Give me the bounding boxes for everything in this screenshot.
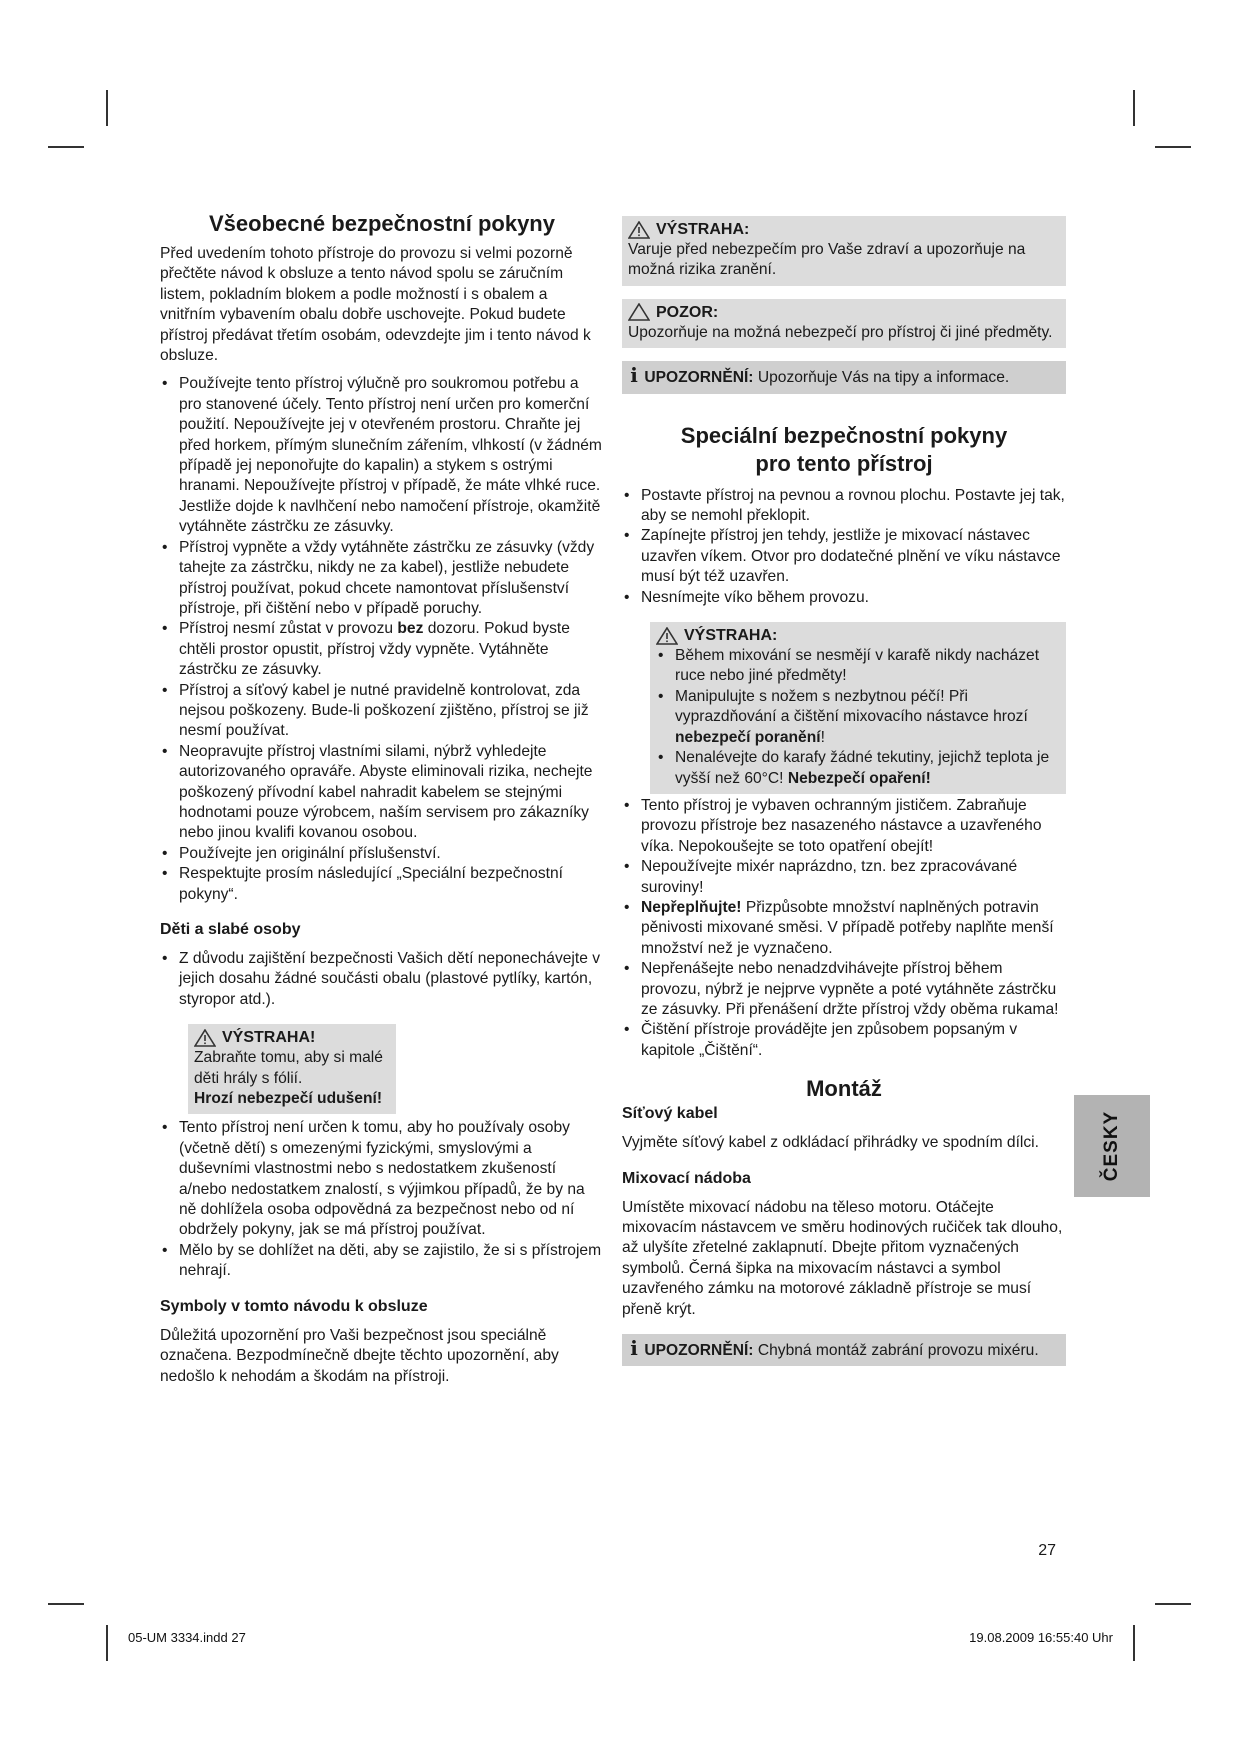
list-item: • Z důvodu zajištění bezpečnosti Vašich dětí neponechávejte v jejich dosahu žádné součásti obalu (plastové pytlíky, kartón, styropor atd.). — [160, 949, 604, 1010]
language-side-tab — [1074, 1095, 1150, 1197]
warning-title: VÝSTRAHA! — [222, 1029, 316, 1047]
warning-emphasis: Hrozí nebezpečí udušení! — [194, 1090, 383, 1108]
special-safety-list-2 — [622, 796, 1066, 1061]
vystraha-title: VÝSTRAHA: — [656, 221, 750, 238]
list-item: • Nenalévejte do karafy žádné tekutiny, jejichž teplota je vyšší než 60°C! Nebezpečí opaření! — [656, 748, 1060, 789]
warning-text: Zabraňte tomu, aby si malé děti hrály s fólií. — [194, 1049, 383, 1087]
warning-triangle-icon — [628, 221, 650, 239]
general-safety-title: Všeobecné bezpečnostní pokyny — [209, 211, 555, 236]
caution-triangle-icon — [628, 303, 650, 321]
pozor-text: Upozorňuje na možná nebezpečí pro přístroj či jiné předměty. — [628, 323, 1053, 341]
symbols-paragraph: Důležitá upozornění pro Vaši bezpečnost jsou speciálně označena. Bezpodmínečně dbejte těchto upozornění, aby nedošlo k nehodám a škodám na přístroji. — [160, 1326, 559, 1385]
list-item: • Mělo by se dohlížet na děti, aby se zajistilo, že si s přístrojem nehrají. — [160, 1241, 604, 1282]
list-item: • Postavte přístroj na pevnou a rovnou plochu. Postavte jej tak, aby se nemohl překlopit. — [622, 486, 1066, 527]
general-safety-list — [160, 374, 604, 905]
list-item: • Používejte tento přístroj výlučně pro soukromou potřebu a pro stanovené účely. Tento přístroj není určen pro komerční použití. Nepoužívejte jej v otevřeném prostoru. Chraňte jej před horkem, přímým slunečním zářením, vlhkostí (v žádném případě jej neponořujte do kapalin) a stykem s ostrými hranami. Nepoužívejte přístroj v případě, že máte vlhké ruce. Jestliže dojde k navlhčení nebo namočení přístroje, okamžitě vytáhněte zástrčku ze zásuvky. — [160, 374, 604, 537]
crop-mark — [48, 146, 84, 148]
right-column — [622, 210, 1066, 1366]
intro-paragraph: Před uvedením tohoto přístroje do provozu si velmi pozorně přečtěte návod k obsluze a tento návod spolu se záručním listem, pokladním blokem a podle možností i s obalem a vnitřním vybavením obalu dobře uschovejte. Pokud budete přístroj předávat třetím osobám, odevzdejte jim i tento návod k obsluze. — [160, 245, 591, 365]
crop-mark — [1133, 90, 1135, 126]
list-item: • Čištění přístroje provádějte jen způsobem popsaným v kapitole „Čištění“. — [622, 1020, 1066, 1061]
suffocation-warning-box — [188, 1024, 396, 1114]
blender-warning-box — [650, 622, 1066, 794]
list-item: • Tento přístroj je vybaven ochranným jističem. Zabraňuje provozu přístroje bez nasazeného nástavce a uzavřeného víka. Nepokoušejte se toto opatření obejít! — [622, 796, 1066, 857]
list-item: • Během mixování se nesmějí v karafě nikdy nacházet ruce nebo jiné předměty! — [656, 646, 1060, 687]
jar-paragraph: Umístěte mixovací nádobu na těleso motoru. Otáčejte mixovacím nástavcem ve směru hodinových ručiček tak dlouho, až ulyšíte zřetelné zaklapnutí. Dbejte přitom vyznačených symbolů. Černá šipka na mixovacím nástavci a symbol uzavřeného zámku na motorové základně přístroje se musí přeně krýt. — [622, 1198, 1063, 1318]
upozorneni-text: Upozorňuje Vás na tipy a informace. — [753, 369, 1010, 387]
note-label: UPOZORNĚNÍ: — [644, 1342, 754, 1360]
jar-heading: Mixovací nádoba — [622, 1169, 751, 1187]
crop-mark — [1133, 1625, 1135, 1661]
cable-paragraph: Vyjměte síťový kabel z odkládací přihrádky ve spodním dílci. — [622, 1134, 1039, 1152]
children-heading: Děti a slabé osoby — [160, 921, 301, 938]
assembly-title: Montáž — [806, 1076, 882, 1102]
assembly-note-box — [622, 1334, 1066, 1366]
list-item: • Tento přístroj není určen k tomu, aby ho používaly osoby (včetně dětí) s omezenými fyzickými, smyslovými a duševními vlastnostmi nebo s nedostatkem zkušeností a/nebo nedostatkem znalostí, s výjimkou případů, že by na ně dohlížela osoba odpovědná za bezpečnost nebo od ní obdržely pokyny, jak se má přístroj používat. — [160, 1118, 604, 1240]
list-item: • Používejte jen originální příslušenství. — [160, 844, 604, 864]
footer-filename: 05-UM 3334.indd 27 — [128, 1630, 246, 1645]
list-item: • Neopravujte přístroj vlastními silami, nýbrž vyhledejte autorizovaného opraváře. Abyste eliminovali rizika, nechejte poškozený přívodní kabel nahradit kabelem se stejnými hodnotami pouze výrobcem, naším servisem pro zákazníky nebo jinou kvalifi kovanou osobou. — [160, 742, 604, 844]
crop-mark — [48, 1603, 84, 1605]
pozor-title: POZOR: — [656, 303, 719, 321]
upozorneni-label: UPOZORNĚNÍ: — [644, 369, 754, 387]
list-item: • Nepřenášejte nebo nenadzdvihávejte přístroj během provozu, nýbrž je nejprve vypněte a poté vytáhněte zástrčku ze zásuvky. Při přenášení držte přístroj vždy oběma rukama! — [622, 959, 1066, 1020]
info-icon: i — [630, 1336, 638, 1361]
crop-mark — [1155, 1603, 1191, 1605]
children-list — [160, 949, 604, 1010]
crop-mark — [1155, 146, 1191, 148]
language-label: ČESKY — [1101, 1110, 1122, 1182]
list-item: • Nepoužívejte mixér naprázdno, tzn. bez zpracovávané suroviny! — [622, 857, 1066, 898]
list-item: • Respektujte prosím následující „Speciální bezpečnostní pokyny“. — [160, 864, 604, 905]
special-safety-title: Speciální bezpečnostní pokyny pro tento přístroj — [680, 422, 1008, 476]
note-text: Chybná montáž zabrání provozu mixéru. — [753, 1342, 1039, 1360]
list-item: • Přístroj vypněte a vždy vytáhněte zástrčku ze zásuvky (vždy tahejte za zástrčku, nikdy ne za kabel), jestliže nebudete přístroj používat, pokud chcete namontovat příslušenství přístroje, při čištění nebo v případě poruchy. — [160, 538, 604, 620]
crop-mark — [106, 1625, 108, 1661]
list-item: • Přístroj nesmí zůstat v provozu bez dozoru. Pokud byste chtěli prostor opustit, přístroj vždy vypněte. Vytáhněte zástrčku ze zásuvky. — [160, 619, 604, 680]
special-safety-list — [622, 486, 1066, 608]
footer-timestamp: 19.08.2009 16:55:40 Uhr — [969, 1630, 1113, 1645]
persons-list — [160, 1118, 604, 1281]
warning-triangle-icon — [656, 627, 678, 645]
crop-mark — [106, 90, 108, 126]
list-item: • Přístroj a síťový kabel je nutné pravidelně kontrolovat, zda nejsou poškozeny. Bude-li poškození zjištěno, přístroj se již nesmí používat. — [160, 681, 604, 742]
info-icon: i — [630, 363, 638, 388]
warning-triangle-icon — [194, 1029, 216, 1047]
pozor-legend-box — [622, 299, 1066, 348]
list-item: • Zapínejte přístroj jen tehdy, jestliže je mixovací nástavec uzavřen víkem. Otvor pro dodatečné plnění ve víku nástavce musí být též uzavřen. — [622, 526, 1066, 587]
symbols-heading: Symboly v tomto návodu k obsluze — [160, 1297, 428, 1315]
list-item: • Nesnímejte víko během provozu. — [622, 588, 1066, 608]
upozorneni-legend-box — [622, 361, 1066, 393]
vystraha-legend-box — [622, 216, 1066, 286]
cable-heading: Síťový kabel — [622, 1105, 718, 1123]
warning-title: VÝSTRAHA: — [684, 627, 778, 645]
list-item: • Nepřeplňujte! Přizpůsobte množství naplněných potravin pěnivosti mixované směsi. V případě potřeby naplňte menší množství než je vyznačeno. — [622, 898, 1066, 959]
page-number: 27 — [1038, 1542, 1056, 1559]
vystraha-text: Varuje před nebezpečím pro Vaše zdraví a upozorňuje na možná rizika zranění. — [628, 241, 1026, 279]
left-column — [160, 210, 604, 1387]
list-item: • Manipulujte s nožem s nezbytnou péčí! Při vyprazdňování a čištění mixovacího nástavce hrozí nebezpečí poranění! — [656, 687, 1060, 748]
